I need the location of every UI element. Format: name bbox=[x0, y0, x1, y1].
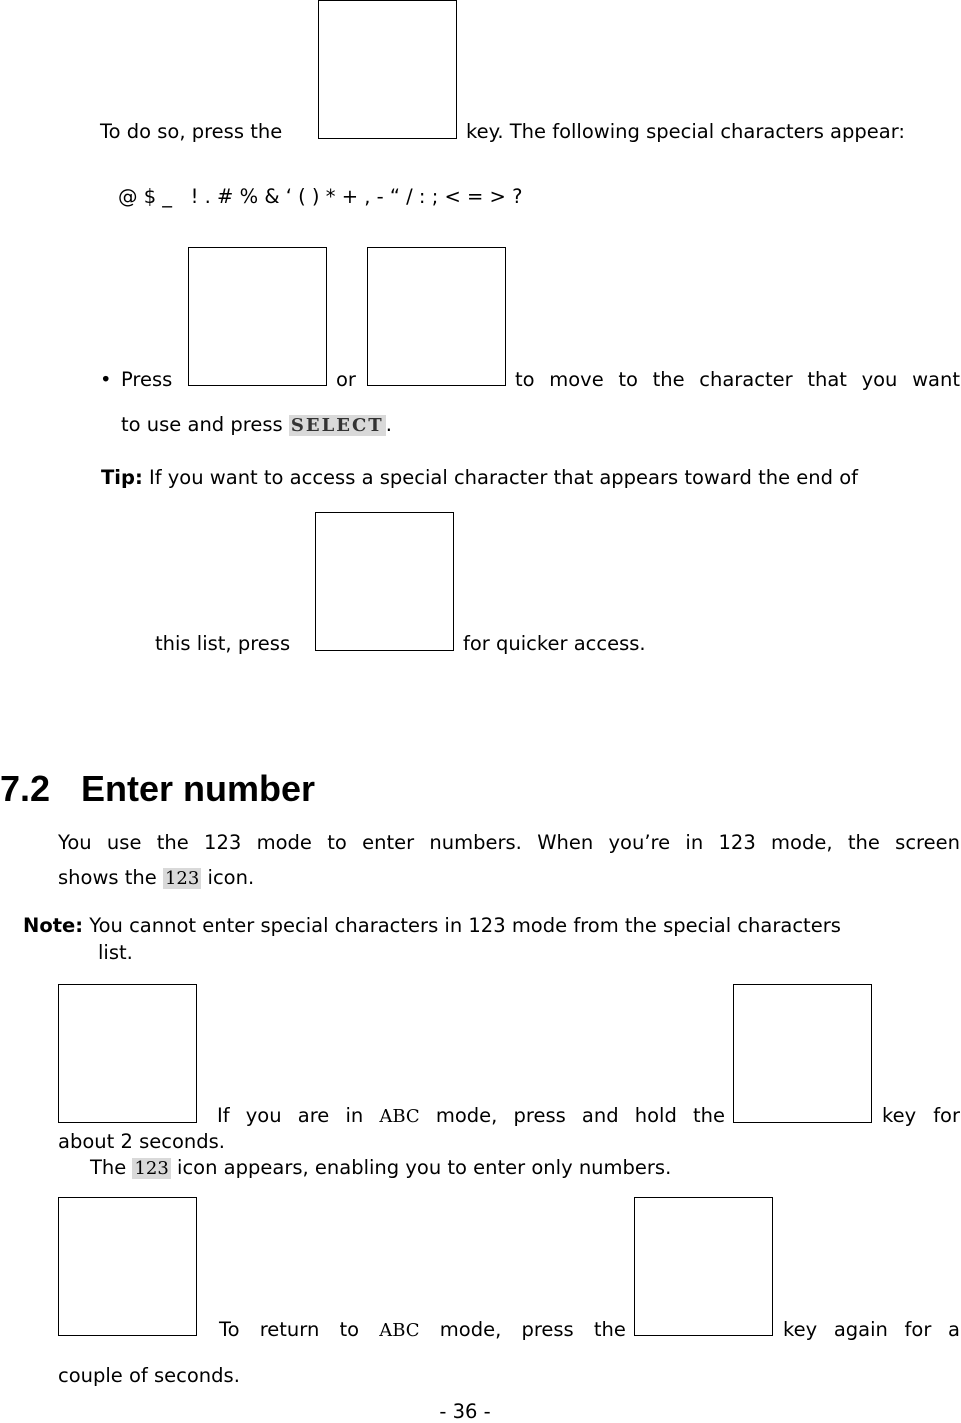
word: want bbox=[912, 368, 960, 391]
special-characters-list: @ $ _ ! . # % & ‘ ( ) * + , - “ / : ; < = > ? bbox=[118, 185, 523, 208]
tip-line1 bbox=[101, 466, 858, 489]
select-key-label: SELECT bbox=[290, 415, 384, 436]
word: in bbox=[345, 1104, 364, 1127]
para-text: icon. bbox=[207, 866, 255, 889]
key-image-placeholder bbox=[58, 1197, 197, 1336]
special-intro-after: key. The following special characters appear: bbox=[466, 120, 905, 143]
step1-line3 bbox=[90, 1156, 671, 1179]
key-image-placeholder bbox=[367, 247, 506, 386]
special-intro-before: To do so, press the bbox=[100, 120, 283, 143]
key-image-placeholder bbox=[58, 984, 197, 1123]
key-image-placeholder bbox=[733, 984, 872, 1123]
key-image-placeholder bbox=[315, 512, 454, 651]
tip-line2-before: this list, press bbox=[155, 632, 291, 655]
word: If bbox=[217, 1104, 230, 1127]
word: key bbox=[783, 1318, 818, 1341]
step-text: The bbox=[90, 1156, 127, 1179]
word: the bbox=[692, 1104, 725, 1127]
word: mode, bbox=[435, 1104, 498, 1127]
word: for bbox=[904, 1318, 932, 1341]
word: return bbox=[259, 1318, 320, 1341]
page-number: - 36 - bbox=[439, 1400, 491, 1423]
word: the bbox=[593, 1318, 626, 1341]
bullet-line2 bbox=[121, 413, 392, 436]
word: To bbox=[219, 1318, 240, 1341]
note-text: You cannot enter special characters in 123 mode from the special characters bbox=[83, 914, 841, 937]
word: that bbox=[807, 368, 847, 391]
abc-mode-label: ABC bbox=[379, 1320, 420, 1341]
word: press bbox=[521, 1318, 574, 1341]
word: character bbox=[699, 368, 793, 391]
word: move bbox=[549, 368, 604, 391]
word: mode, bbox=[439, 1318, 502, 1341]
key-image-placeholder bbox=[318, 0, 457, 139]
word: are bbox=[297, 1104, 330, 1127]
word: a bbox=[948, 1318, 960, 1341]
word: hold bbox=[634, 1104, 677, 1127]
tip-line2-after: for quicker access. bbox=[463, 632, 646, 655]
word: to bbox=[339, 1318, 360, 1341]
section-paragraph-line2 bbox=[58, 866, 254, 889]
step1-line2: about 2 seconds. bbox=[58, 1130, 225, 1153]
step2-line1-right bbox=[783, 1318, 960, 1341]
word: to bbox=[515, 368, 535, 391]
key-image-placeholder bbox=[634, 1197, 773, 1336]
step2-line2: couple of seconds. bbox=[58, 1364, 240, 1387]
abc-mode-label: ABC bbox=[379, 1106, 420, 1127]
step1-line1-left bbox=[217, 1104, 725, 1127]
word: for bbox=[933, 1104, 960, 1127]
tip-text: If you want to access a special character that appears toward the end of bbox=[142, 466, 859, 489]
section-paragraph-line1: You use the 123 mode to enter numbers. When you’re in 123 mode, the screen bbox=[58, 831, 960, 854]
bullet-marker: • bbox=[100, 368, 112, 391]
bullet-line1-tail bbox=[515, 368, 960, 391]
bullet-or: or bbox=[336, 368, 356, 391]
bullet-press: Press bbox=[121, 368, 173, 391]
step2-line1-left bbox=[219, 1318, 626, 1341]
para-text: shows the bbox=[58, 866, 157, 889]
step1-line1-right bbox=[882, 1104, 960, 1127]
section-number: 7.2 bbox=[0, 768, 51, 809]
note-line2: list. bbox=[98, 941, 133, 964]
word: you bbox=[861, 368, 898, 391]
step-text: icon appears, enabling you to enter only numbers. bbox=[177, 1156, 672, 1179]
word: the bbox=[652, 368, 685, 391]
word: again bbox=[833, 1318, 888, 1341]
key-image-placeholder bbox=[188, 247, 327, 386]
period: . bbox=[385, 413, 392, 436]
mode-123-icon: 123 bbox=[164, 868, 200, 889]
word: press bbox=[513, 1104, 566, 1127]
word: key bbox=[882, 1104, 917, 1127]
mode-123-icon: 123 bbox=[134, 1158, 169, 1179]
word: to bbox=[618, 368, 638, 391]
bullet-line2-text: to use and press bbox=[121, 413, 283, 436]
note-label: Note: bbox=[23, 914, 84, 937]
tip-label: Tip: bbox=[101, 466, 143, 489]
note-line1 bbox=[23, 914, 841, 937]
word: and bbox=[581, 1104, 619, 1127]
section-title: Enter number bbox=[81, 768, 316, 809]
word: you bbox=[245, 1104, 282, 1127]
